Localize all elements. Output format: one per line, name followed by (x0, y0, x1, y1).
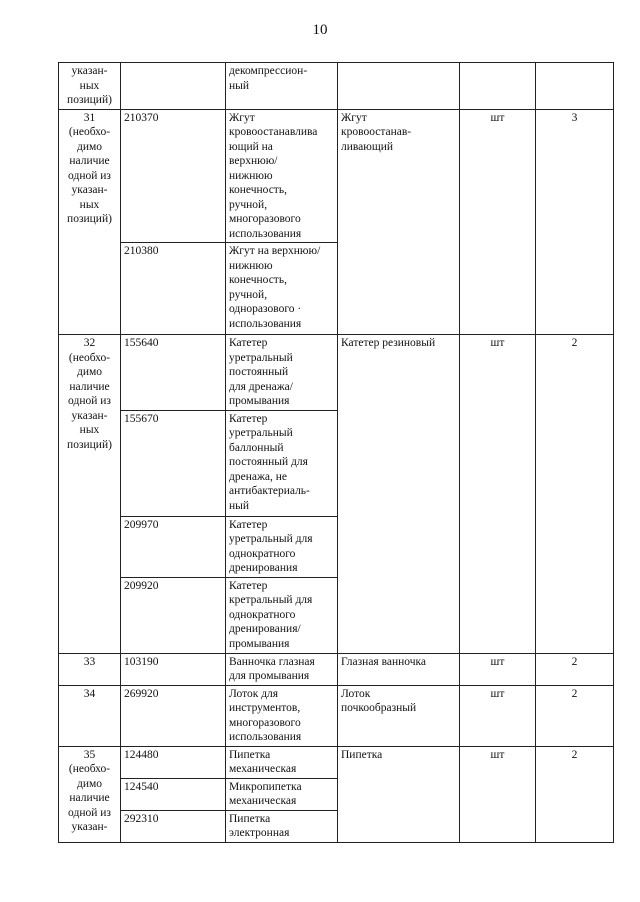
table-row (59, 109, 614, 243)
unit: шт (460, 746, 536, 842)
group-name: Катетер резиновый (338, 335, 460, 654)
item-number: указан- ных позиций) (59, 63, 121, 110)
item-name: Лоток для инструментов, многоразового использования (226, 685, 338, 746)
item-name: Ванночка глазная для промывания (226, 653, 338, 685)
item-name: Жгут на верхнюю/ нижнюю конечность, ручной, одноразового · использования (226, 243, 338, 335)
item-code: 155670 (121, 410, 226, 516)
unit (460, 63, 536, 110)
item-code (121, 63, 226, 110)
group-name: Лоток почкообразный (338, 685, 460, 746)
item-number: 31 (необхо- димо наличие одной из указан- ных позиций) (59, 109, 121, 335)
item-name: Жгут кровоостанавлива ющий на верхнюю/ нижнюю конечность, ручной, многоразового использования (226, 109, 338, 243)
quantity: 2 (536, 685, 614, 746)
item-code: 103190 (121, 653, 226, 685)
item-name: Микропипетка механическая (226, 778, 338, 810)
group-name: Глазная ванночка (338, 653, 460, 685)
item-number: 35 (необхо- димо наличие одной из указан- (59, 746, 121, 842)
item-name: Катетер уретральный баллонный постоянный для дренажа, не антибактериаль- ный (226, 410, 338, 516)
table-row (59, 746, 614, 778)
unit: шт (460, 109, 536, 335)
table-row (59, 685, 614, 746)
quantity (536, 63, 614, 110)
table-row (59, 335, 614, 411)
item-code: 210370 (121, 109, 226, 243)
group-name: Жгут кровоостанав- ливающий (338, 109, 460, 335)
unit: шт (460, 685, 536, 746)
item-number: 32 (необхо- димо наличие одной из указан- ных позиций) (59, 335, 121, 654)
item-code: 124540 (121, 778, 226, 810)
item-name: Катетер уретральный постоянный для дренажа/ промывания (226, 335, 338, 411)
unit: шт (460, 653, 536, 685)
item-code: 209920 (121, 577, 226, 653)
quantity: 3 (536, 109, 614, 335)
unit: шт (460, 335, 536, 654)
quantity: 2 (536, 653, 614, 685)
equipment-table (58, 62, 614, 843)
group-name (338, 63, 460, 110)
item-code: 210380 (121, 243, 226, 335)
item-number: 34 (59, 685, 121, 746)
quantity: 2 (536, 746, 614, 842)
item-number: 33 (59, 653, 121, 685)
table-row (59, 63, 614, 110)
table-row (59, 653, 614, 685)
item-code: 292310 (121, 810, 226, 842)
item-code: 209970 (121, 516, 226, 577)
item-name: Катетер уретральный для однократного дренирования (226, 516, 338, 577)
quantity: 2 (536, 335, 614, 654)
item-code: 124480 (121, 746, 226, 778)
group-name: Пипетка (338, 746, 460, 842)
item-code: 269920 (121, 685, 226, 746)
item-name: Пипетка механическая (226, 746, 338, 778)
item-code: 155640 (121, 335, 226, 411)
item-name: декомпрессион- ный (226, 63, 338, 110)
item-name: Пипетка электронная (226, 810, 338, 842)
page-number: 10 (312, 22, 328, 38)
item-name: Катетер кретральный для однократного дренирования/ промывания (226, 577, 338, 653)
